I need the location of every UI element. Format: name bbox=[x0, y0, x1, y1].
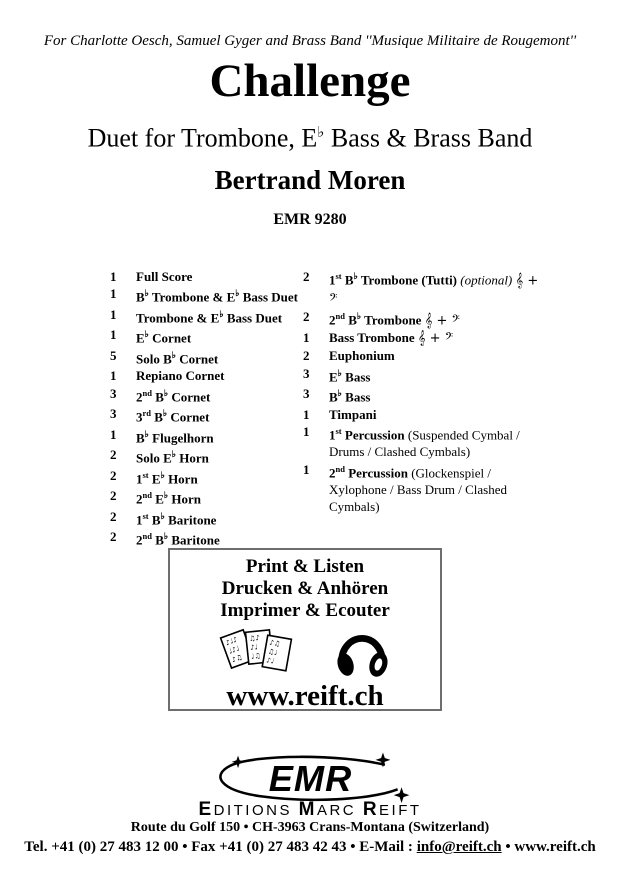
instrument-qty: 2 bbox=[303, 348, 310, 364]
instrument-name: Trombone & E♭ Bass Duet bbox=[136, 308, 283, 326]
instrument-row bbox=[110, 508, 300, 529]
instrument-qty: 2 bbox=[110, 508, 117, 524]
svg-text:♩♪♩: ♩♪♩ bbox=[227, 643, 241, 656]
instrument-qty: 5 bbox=[110, 347, 117, 363]
instrument-row bbox=[303, 347, 545, 364]
instrument-row bbox=[303, 461, 545, 516]
instrument-row bbox=[303, 406, 545, 423]
instrument-name: Timpani bbox=[329, 406, 377, 422]
svg-text:♪♩♪: ♪♩♪ bbox=[224, 635, 239, 647]
instrument-qty: 3 bbox=[303, 386, 310, 402]
publisher-address: Route du Golf 150 • CH-3963 Crans-Montana (Switzerland) bbox=[130, 820, 490, 835]
instrument-name: 1st B♭ Trombone (Tutti) (optional) 𝄞 + 𝄢 bbox=[329, 271, 539, 307]
instrument-row bbox=[110, 385, 300, 406]
instrument-qty: 1 bbox=[110, 327, 117, 343]
instrument-name: Full Score bbox=[136, 269, 193, 284]
instrument-qty: 1 bbox=[303, 330, 310, 346]
dedication-line: For Charlotte Oesch, Samuel Gyger and Brass Band ''Musique Militaire de Rougemont'' bbox=[43, 33, 577, 49]
instrument-row bbox=[110, 285, 300, 306]
instrument-qty: 3 bbox=[303, 365, 310, 381]
publisher-name-initial: E bbox=[198, 799, 214, 820]
instrument-qty: 3 bbox=[110, 406, 117, 422]
instrument-row bbox=[303, 365, 545, 386]
instrument-name: 2nd B♭ Trombone 𝄞 + 𝄢 bbox=[329, 310, 460, 329]
instrument-qty: 2 bbox=[303, 308, 310, 324]
instrument-row bbox=[110, 528, 300, 549]
promo-line: Imprimer & Ecouter bbox=[220, 600, 390, 621]
instrument-qty: 1 bbox=[110, 306, 117, 322]
instrument-name: E♭ Cornet bbox=[136, 329, 192, 346]
instrument-name: B♭ Trombone & E♭ Bass Duet bbox=[136, 288, 299, 305]
instrument-name: Euphonium bbox=[329, 348, 395, 364]
subtitle: Duet for Trombone, E♭ Bass & Brass Band bbox=[87, 123, 533, 153]
instrumentation-right-column bbox=[303, 268, 545, 516]
publisher-name-initial: M bbox=[298, 799, 317, 820]
instrument-name: 2nd B♭ Baritone bbox=[136, 531, 220, 548]
instrument-name: 3rd B♭ Cornet bbox=[136, 408, 210, 425]
instrument-qty: 1 bbox=[110, 368, 117, 384]
instrument-row bbox=[110, 405, 300, 426]
email-link[interactable]: info@reift.ch bbox=[416, 839, 502, 855]
instrument-row bbox=[303, 268, 545, 308]
instrument-row bbox=[110, 467, 300, 488]
instrument-name: Bass Trombone 𝄞 + 𝄢 bbox=[329, 330, 454, 347]
svg-text:♪♩: ♪♩ bbox=[249, 642, 259, 652]
instrument-name: 2nd Percussion (Glockenspiel / Xylophone / Bass Drum / Clashed Cymbals) bbox=[329, 463, 508, 515]
instrument-row bbox=[110, 446, 300, 467]
instrument-name: B♭ Flugelhorn bbox=[136, 428, 214, 445]
instrument-row bbox=[110, 487, 300, 508]
instrument-qty: 1 bbox=[303, 423, 310, 439]
promo-website: www.reift.ch bbox=[226, 680, 384, 712]
contact-prefix: Tel. +41 (0) 27 483 12 00 • Fax +41 (0) 27 483 42 43 • E-Mail : bbox=[24, 839, 417, 855]
instrument-name: 1st B♭ Baritone bbox=[136, 510, 217, 528]
contact-suffix: • www.reift.ch bbox=[501, 839, 596, 855]
instrument-row bbox=[110, 347, 300, 368]
catalog-number: EMR 9280 bbox=[273, 211, 347, 228]
svg-text:♫♪: ♫♪ bbox=[248, 633, 261, 643]
instrument-name: Solo E♭ Horn bbox=[136, 449, 209, 466]
instrument-qty: 1 bbox=[303, 406, 310, 422]
instrument-row bbox=[110, 426, 300, 447]
publisher-name-rest: EIFT bbox=[379, 802, 422, 819]
instrument-qty: 2 bbox=[110, 467, 117, 483]
instrument-row bbox=[110, 367, 300, 384]
instrument-qty: 1 bbox=[110, 269, 117, 284]
instrument-qty: 3 bbox=[110, 385, 117, 401]
instrument-row bbox=[303, 423, 545, 461]
publisher-name-initial: R bbox=[362, 799, 380, 820]
instrument-qty: 1 bbox=[110, 426, 117, 442]
instrument-row bbox=[110, 326, 300, 347]
sheet-music-icon bbox=[219, 622, 299, 683]
publisher-name-rest: ARC bbox=[316, 802, 357, 819]
instrument-name: E♭ Bass bbox=[329, 367, 371, 384]
instrument-row bbox=[303, 329, 545, 347]
instrument-name: Repiano Cornet bbox=[136, 368, 225, 384]
promo-icons bbox=[170, 624, 440, 680]
instrument-name: 2nd E♭ Horn bbox=[136, 490, 202, 507]
publisher-name bbox=[0, 799, 620, 821]
svg-text:♪♩: ♪♩ bbox=[265, 655, 275, 666]
instrument-qty: 1 bbox=[110, 286, 117, 302]
page-title: Challenge bbox=[209, 55, 411, 107]
svg-text:♫♩: ♫♩ bbox=[267, 646, 279, 657]
instrument-name: 1st E♭ Horn bbox=[136, 469, 198, 486]
instrument-qty: 2 bbox=[110, 529, 117, 545]
promo-box bbox=[168, 548, 442, 711]
instrument-name: Solo B♭ Cornet bbox=[136, 349, 219, 367]
promo-line: Print & Listen bbox=[245, 556, 365, 577]
logo-emr-text: EMR bbox=[268, 758, 352, 800]
promo-line: Drucken & Anhören bbox=[221, 578, 389, 599]
svg-text:♪♫: ♪♫ bbox=[268, 638, 281, 648]
instrument-row bbox=[303, 308, 545, 330]
instrument-row bbox=[303, 385, 545, 406]
instrument-row bbox=[110, 268, 300, 285]
composer-name: Bertrand Moren bbox=[214, 165, 406, 195]
promo-text-lines bbox=[170, 556, 440, 622]
instrument-name: 1st Percussion (Suspended Cymbal / Drums / Clashed Cymbals) bbox=[329, 425, 520, 460]
instrument-row bbox=[110, 306, 300, 327]
publisher-contact bbox=[0, 839, 620, 856]
svg-text:♩♫: ♩♫ bbox=[250, 651, 262, 661]
headphones-icon bbox=[333, 622, 391, 683]
instrument-qty: 2 bbox=[110, 488, 117, 504]
instrument-qty: 1 bbox=[303, 461, 310, 477]
publisher-name-rest: DITIONS bbox=[213, 802, 292, 819]
instrument-name: 2nd B♭ Cornet bbox=[136, 387, 211, 404]
instrument-qty: 2 bbox=[303, 269, 310, 284]
instrumentation-left-column bbox=[110, 268, 300, 549]
svg-text:♪♫: ♪♫ bbox=[230, 652, 244, 664]
instrument-qty: 2 bbox=[110, 447, 117, 463]
instrument-name: B♭ Bass bbox=[329, 388, 371, 405]
